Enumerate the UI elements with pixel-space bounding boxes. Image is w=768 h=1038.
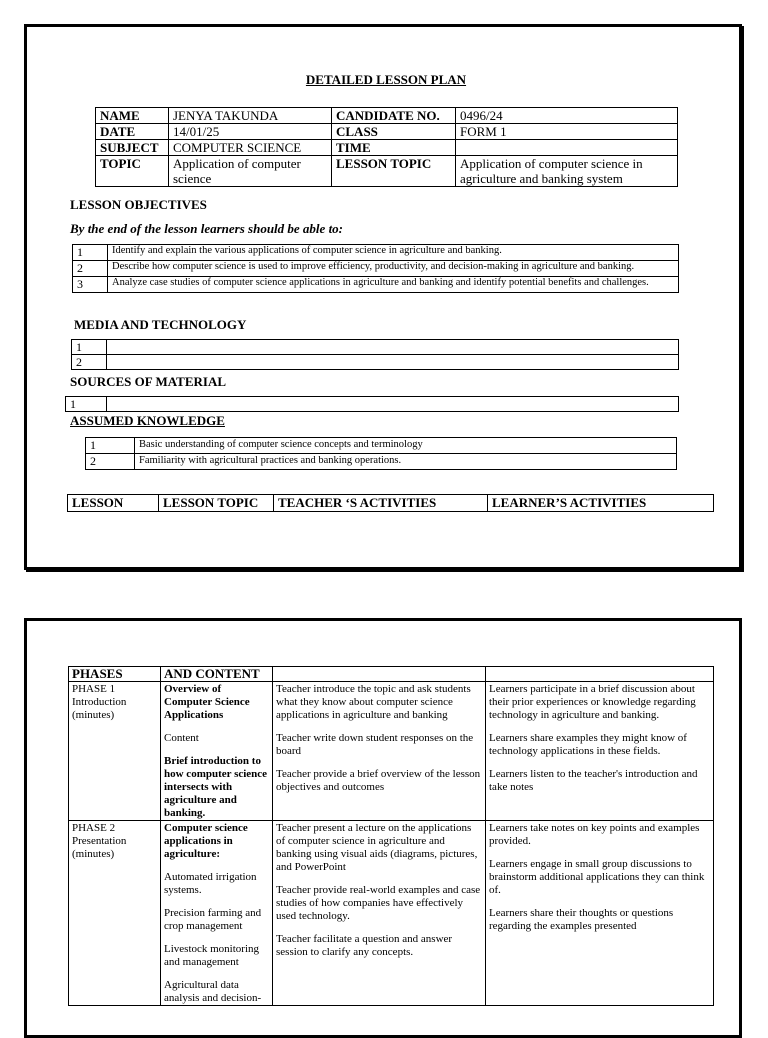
info-table [95,107,678,187]
row-number: 2 [86,454,135,470]
table-row [73,277,679,293]
teacher-cell [273,682,486,821]
phase-cell [69,682,161,821]
table-row [72,340,679,355]
content-item: Precision farming and crop management [164,907,262,932]
table-row [69,667,714,682]
sources-table [65,396,679,412]
lesson-topic-label: LESSON TOPIC [332,156,456,187]
table-row [69,682,714,821]
content-item: Livestock monitoring and management [164,943,260,968]
phase-number: PHASE 1 [72,683,116,695]
content-title: Overview of Computer Science Applications [164,683,250,721]
table-row [68,495,714,512]
objectives-heading: LESSON OBJECTIVES [70,197,207,212]
content-cell [161,821,273,1006]
row-number: 3 [73,277,108,293]
row-number: 2 [72,355,107,370]
subject-value: COMPUTER SCIENCE [169,140,332,156]
class-label: CLASS [332,124,456,140]
learner-activity: Learners listen to the teacher's introduction and take notes [489,768,698,793]
table-row [73,261,679,277]
assumed-heading: ASSUMED KNOWLEDGE [70,413,225,428]
content-cell [161,682,273,821]
phases-col: PHASES [69,667,161,682]
class-value: FORM 1 [456,124,678,140]
objective-text: Describe how computer science is used to improve efficiency, productivity, and decision-making in agriculture and banking. [108,261,679,277]
date-value: 14/01/25 [169,124,332,140]
topic-value: Application of computer science [169,156,332,187]
document-page-1 [24,24,742,570]
time-label: TIME [332,140,456,156]
name-label: NAME [96,108,169,124]
teacher-activity: Teacher present a lecture on the applications of computer science in agriculture and banking using visual aids (diagrams, pictures, and PowerPoint [276,822,478,873]
phase-number: PHASE 2 [72,822,116,834]
table-row [96,140,678,156]
learner-cell [486,821,714,1006]
document-page-2 [24,618,742,1038]
lesson-plan-table [68,666,714,1006]
objective-text: Identify and explain the various applications of computer science in agriculture and banking. [108,245,679,261]
table-row [86,438,677,454]
media-item [107,340,679,355]
time-value [456,140,678,156]
phase-time: (minutes) [72,709,115,721]
learner-col [486,667,714,682]
table-row [86,454,677,470]
date-label: DATE [96,124,169,140]
row-number: 2 [73,261,108,277]
subject-label: SUBJECT [96,140,169,156]
row-number: 1 [86,438,135,454]
teacher-activity: Teacher write down student responses on the board [276,732,474,757]
learner-activity: Learners share examples they might know of technology applications in these fields. [489,732,687,757]
phase-name: Presentation [72,835,127,847]
learner-activity: Learners engage in small group discussions to brainstorm additional applications they can think of. [489,858,705,896]
table-row [66,397,679,412]
learner-activity: Learners participate in a brief discussion about their prior experiences or knowledge regarding technology in agriculture and banking. [489,683,696,721]
content-title: Computer science applications in agriculture: [164,822,248,860]
assumed-item: Basic understanding of computer science concepts and terminology [135,438,677,454]
teacher-activity: Teacher provide real-world examples and case studies of how companies have effectively used technology. [276,884,481,922]
candidate-label: CANDIDATE NO. [332,108,456,124]
table-row [69,821,714,1006]
table-row [73,245,679,261]
teacher-activity: Teacher facilitate a question and answer session to clarify any concepts. [276,933,453,958]
media-table [71,339,679,370]
candidate-value: 0496/24 [456,108,678,124]
learner-activity: Learners share their thoughts or questions regarding the examples presented [489,907,674,932]
phase-cell [69,821,161,1006]
teacher-activity: Teacher provide a brief overview of the lesson objectives and outcomes [276,768,481,793]
content-label: Content [164,732,199,744]
table-row [72,355,679,370]
content-item: Agricultural data analysis and decision- [164,979,262,1004]
name-value: JENYA TAKUNDA [169,108,332,124]
sources-heading: SOURCES OF MATERIAL [70,374,227,389]
assumed-item: Familiarity with agricultural practices and banking operations. [135,454,677,470]
content-item: Automated irrigation systems. [164,871,257,896]
row-number: 1 [72,340,107,355]
teacher-cell [273,821,486,1006]
table-row [96,124,678,140]
content-col: AND CONTENT [161,667,273,682]
source-item [107,397,679,412]
row-number: 1 [73,245,108,261]
objectives-table [72,244,679,293]
learner-activity: Learners take notes on key points and examples provided. [489,822,700,847]
lesson-col: LESSON [68,495,159,512]
media-heading: MEDIA AND TECHNOLOGY [74,317,247,332]
lesson-header-table [67,494,714,512]
document-title: DETAILED LESSON PLAN [305,72,467,87]
lesson-topic-col: LESSON TOPIC [159,495,274,512]
topic-label: TOPIC [96,156,169,187]
objective-text: Analyze case studies of computer science applications in agriculture and banking and identify potential benefits and challenges. [108,277,679,293]
table-row [96,108,678,124]
assumed-table [85,437,677,470]
phase-name: Introduction [72,696,127,708]
content-bold: Brief introduction to how computer science intersects with agriculture and banking. [164,755,268,819]
learner-activities-col: LEARNER’S ACTIVITIES [488,495,714,512]
phase-time: (minutes) [72,848,115,860]
learner-cell [486,682,714,821]
teacher-col [273,667,486,682]
media-item [107,355,679,370]
lesson-topic-value: Application of computer science in agriculture and banking system [456,156,678,187]
objectives-intro: By the end of the lesson learners should be able to: [70,221,344,236]
teacher-activities-col: TEACHER ‘S ACTIVITIES [274,495,488,512]
teacher-activity: Teacher introduce the topic and ask students what they know about computer science applications in agriculture and banking [276,683,471,721]
table-row [96,156,678,187]
row-number: 1 [66,397,107,412]
